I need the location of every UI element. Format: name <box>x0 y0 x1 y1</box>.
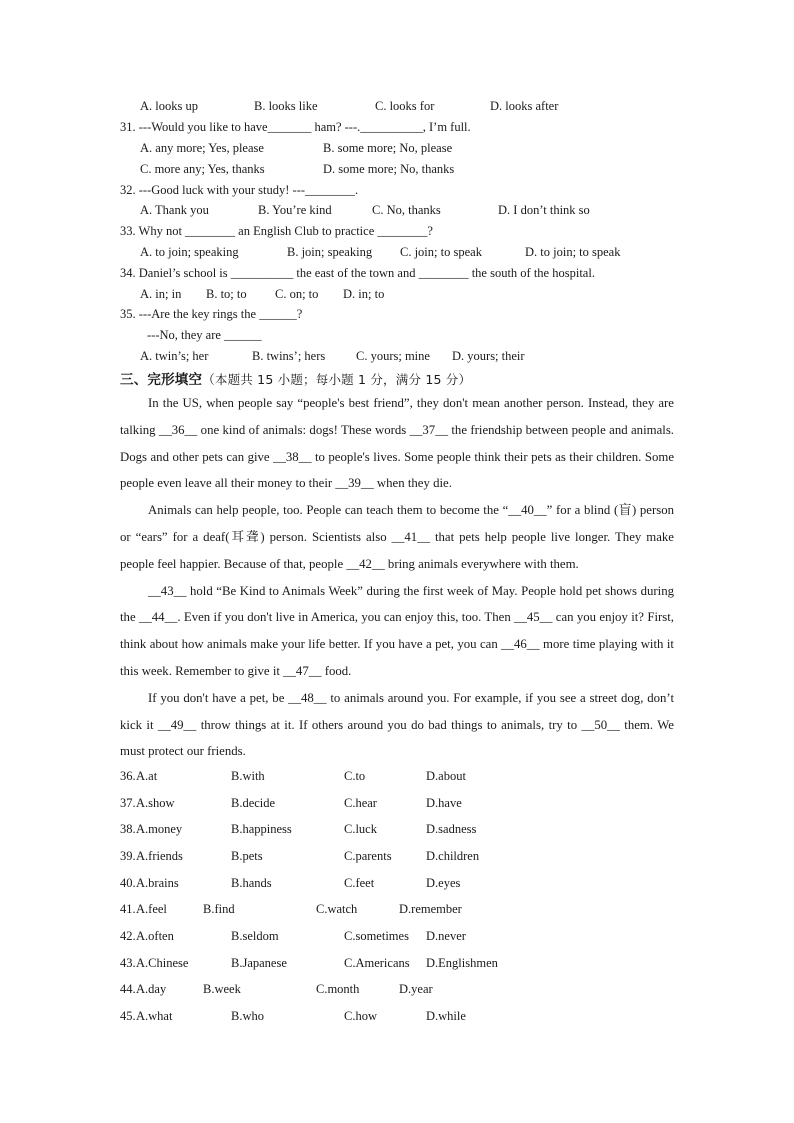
option-a: A.at <box>136 769 158 783</box>
section-subtitle: （本题共 15 小题；每小题 1 分，满分 15 分） <box>202 372 472 387</box>
option-c: C. yours; mine <box>356 349 430 363</box>
passage-paragraph: In the US, when people say “people's best friend”, they don't mean another person. Instead, they are talking __36__ one kind of animals: dogs! These words __37__ the friendship between people and animals. Dogs and other pets can give __38__ to people's lives. Some people think their pets as their children. Some people even leave all their money to their __39__ when they die. <box>120 396 674 491</box>
passage-paragraph: Animals can help people, too. People can teach them to become the “__40__” for a blind (盲) person or “ears” for a deaf(耳聋) person. Scientists also __41__ that pets help people live longer. They make people feel happier. Because of that, people __42__ bring animals everywhere with them. <box>120 503 674 571</box>
option-a: A.feel <box>136 902 167 916</box>
passage-paragraph: If you don't have a pet, be __48__ to animals around you. For example, if you see a street dog, don’t kick it __49__ throw things at it. If others around you do bad things to animals, try to __50__ them. We must protect our friends. <box>120 690 674 759</box>
question-32-stem: 32. ---Good luck with your study! ---________. <box>120 183 359 197</box>
option-c: C.Americans <box>344 956 410 970</box>
option-b: B. looks like <box>254 99 318 113</box>
option-d: D. to join; to speak <box>525 245 621 259</box>
option-a: A. Thank you <box>140 203 209 217</box>
option-b: B.happiness <box>231 822 292 836</box>
answer-number: 45. <box>120 1009 136 1023</box>
option-b: B.seldom <box>231 929 279 943</box>
option-c: C.sometimes <box>344 929 409 943</box>
option-a: A.brains <box>136 876 179 890</box>
question-34-stem: 34. Daniel’s school is __________ the east of the town and ________ the south of the hospital. <box>120 266 595 280</box>
option-d: D.while <box>426 1009 466 1023</box>
option-d: D.sadness <box>426 822 477 836</box>
option-a: A.day <box>136 982 167 996</box>
answer-number: 40. <box>120 876 136 890</box>
option-c: C.watch <box>316 902 358 916</box>
answer-number: 44. <box>120 982 136 996</box>
option-a: A.Chinese <box>136 956 189 970</box>
option-c: C.how <box>344 1009 377 1023</box>
option-d: D.Englishmen <box>426 956 498 970</box>
option-b: B.pets <box>231 849 263 863</box>
option-a: A.often <box>136 929 174 943</box>
option-d: D.never <box>426 929 466 943</box>
answer-number: 43. <box>120 956 136 970</box>
option-a: A. looks up <box>140 99 198 113</box>
option-d: D. in; to <box>343 287 385 301</box>
answer-number: 39. <box>120 849 136 863</box>
answer-number: 37. <box>120 796 136 810</box>
question-35-stem: 35. ---Are the key rings the ______? <box>120 307 303 321</box>
option-d: D.year <box>399 982 433 996</box>
option-d: D.about <box>426 769 466 783</box>
question-31-stem: 31. ---Would you like to have_______ ham? ---.__________, I’m full. <box>120 120 471 134</box>
passage-paragraph: __43__ hold “Be Kind to Animals Week” during the first week of May. People hold pet shows during the __44__. Even if you don't live in America, you can enjoy this, too. Then __45__ can you enjoy it? First, think about how animals make your life better. If you have a pet, you can __46__ more time playing with it this week. Remember to give it __47__ food. <box>120 583 674 678</box>
question-35-stem-reply: ---No, they are ______ <box>147 328 262 342</box>
option-b: B.hands <box>231 876 272 890</box>
option-b: B.who <box>231 1009 264 1023</box>
cloze-passage <box>120 390 674 765</box>
option-b: B.week <box>203 982 241 996</box>
option-a: A. to join; speaking <box>140 245 239 259</box>
option-c: C.month <box>316 982 360 996</box>
option-d: D. I don’t think so <box>498 203 590 217</box>
section-title: 三、完形填空 <box>120 372 203 388</box>
option-d: D.have <box>426 796 462 810</box>
option-b: B. some more; No, please <box>323 141 453 155</box>
option-b: B.with <box>231 769 265 783</box>
option-c: C.luck <box>344 822 377 836</box>
answer-number: 41. <box>120 902 136 916</box>
option-a: A. in; in <box>140 287 182 301</box>
option-b: B.decide <box>231 796 276 810</box>
option-c: C. No, thanks <box>372 203 441 217</box>
option-a: A. any more; Yes, please <box>140 141 264 155</box>
option-c: C. join; to speak <box>400 245 482 259</box>
option-d: D. yours; their <box>452 349 525 363</box>
option-b: B.find <box>203 902 235 916</box>
option-c: C. more any; Yes, thanks <box>140 162 265 176</box>
option-a: A.money <box>136 822 183 836</box>
option-b: B.Japanese <box>231 956 287 970</box>
answer-number: 38. <box>120 822 136 836</box>
option-c: C.to <box>344 769 366 783</box>
section-heading <box>120 368 471 388</box>
option-a: A.what <box>136 1009 173 1023</box>
answer-number: 36. <box>120 769 136 783</box>
option-b: B. twins’; hers <box>252 349 326 363</box>
option-d: D.remember <box>399 902 462 916</box>
option-c: C. looks for <box>375 99 435 113</box>
option-c: C.feet <box>344 876 375 890</box>
option-a: A. twin’s; her <box>140 349 209 363</box>
option-d: D. some more; No, thanks <box>323 162 455 176</box>
option-d: D.children <box>426 849 480 863</box>
option-d: D.eyes <box>426 876 461 890</box>
option-a: A.show <box>136 796 175 810</box>
option-a: A.friends <box>136 849 183 863</box>
option-b: B. You’re kind <box>258 203 332 217</box>
option-b: B. join; speaking <box>287 245 373 259</box>
answer-number: 42. <box>120 929 136 943</box>
question-33-stem: 33. Why not ________ an English Club to practice ________? <box>120 224 433 238</box>
option-c: C. on; to <box>275 287 319 301</box>
option-d: D. looks after <box>490 99 559 113</box>
option-c: C.parents <box>344 849 392 863</box>
option-b: B. to; to <box>206 287 247 301</box>
option-c: C.hear <box>344 796 377 810</box>
